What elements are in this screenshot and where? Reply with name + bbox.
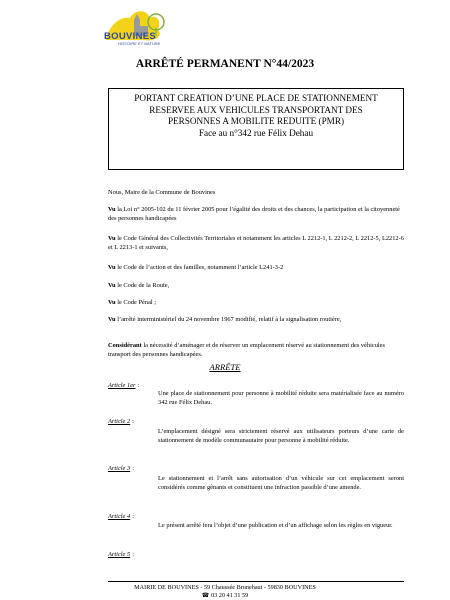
article-text: L’emplacement désigné sera strictement réservé aux utilisateurs porteurs d’une carte de stationnement de modèle communautaire pour personne à mobilité réduite. (158, 428, 404, 444)
logo-tagline: HISTOIRE ET NATURE (118, 41, 161, 46)
article-label: Article 3 : (108, 465, 134, 472)
vu-lead: Vu (108, 299, 116, 306)
logo-name: BOUVINES (104, 31, 157, 42)
arrete-heading: ARRÊTE (209, 362, 241, 372)
article-label-text: Article 2 (108, 418, 131, 425)
vu-lead: Vu (108, 235, 116, 242)
article-label: Article 2 : (108, 418, 134, 425)
vu-paragraph (108, 235, 406, 253)
phone-icon: ☎ (201, 592, 212, 599)
article-text: Le stationnement et l’arrêt sans autorisation d’un véhicule sur cet emplacement seront considérés comme gênants et constituent une infraction passible d’une amende. (158, 475, 404, 491)
considerant-text: la nécessité d’aménager et de réserver un emplacement réservé au stationnement des véhicules transport des personnes handicapées. (108, 342, 385, 358)
vu-lead: Vu (108, 264, 116, 271)
vu-text: le Code de l’action et des familles, notamment l’article L241-3-2 (115, 264, 284, 271)
article-label: Article 5 : (108, 551, 134, 558)
vu-text: le Code Général des Collectivités Territoriales et notamment les articles L 2212-1, L 2212-2, L 2212-5, L2212-6 et L 2213-1 et suivants, (108, 235, 404, 251)
vu-paragraph (108, 282, 406, 291)
article-label: Article 4 : (108, 513, 134, 520)
vu-paragraph (108, 206, 406, 224)
subject-line: Face au n°342 rue Félix Dehau (198, 127, 314, 138)
vu-paragraph (108, 264, 406, 273)
vu-text: l’arrêté interministériel du 24 novembre 1967 modifié, relatif à la signalisation routière, (115, 316, 342, 323)
subject-line: PORTANT CREATION D’UNE PLACE DE STATIONNEMENT (134, 93, 378, 103)
subject-line: PERSONNES A MOBILITE REDUITE (PMR) (167, 116, 345, 126)
article-label-text: Article 3 (108, 465, 131, 472)
vu-paragraph (108, 299, 406, 308)
vu-paragraph (108, 316, 406, 325)
considerant-paragraph (108, 342, 406, 360)
footer-phone-number: 03 20 41 31 59 (211, 592, 249, 599)
vu-lead: Vu (108, 316, 116, 323)
article-text: Le présent arrêté fera l’objet d’une publication et d’un affichage selon les règles en vigueur. (158, 522, 393, 529)
vu-text: le Code de la Route, (115, 282, 170, 289)
vu-lead: Vu (108, 282, 116, 289)
considerant-lead: Considérant (108, 342, 142, 349)
subject-box (108, 88, 404, 170)
intro-paragraph: Nous, Maire de la Commune de Bouvines (108, 189, 216, 196)
article-label-text: Article 5 (108, 551, 131, 558)
subject-line: RESERVEE AUX VEHICULES TRANSPORTANT DES (149, 104, 363, 115)
vu-text: la Loi n° 2005-102 du 11 février 2005 pour l’égalité des droits et des chances, la participation et la citoyenneté des personnes handicapées (108, 206, 400, 222)
footer-divider (108, 581, 404, 582)
footer-phone (0, 592, 450, 599)
vu-text: le Code Pénal ; (115, 299, 157, 306)
article-label-text: Article 4 (108, 513, 131, 520)
document-title: ARRÊTÉ PERMANENT N°44/2023 (135, 58, 315, 70)
article-text: Une place de stationnement pour personne à mobilité réduite sera matérialisée face au numéro 342 rue Félix Dehau. (158, 390, 404, 406)
footer-address: MAIRIE DE BOUVINES - 59 Chaussée Brunehaut - 59830 BOUVINES (134, 584, 316, 591)
vu-lead: Vu (108, 206, 116, 213)
article-label: Article 1er : (108, 382, 140, 389)
logo-text (104, 31, 204, 46)
article-label-text: Article 1er (108, 382, 136, 389)
